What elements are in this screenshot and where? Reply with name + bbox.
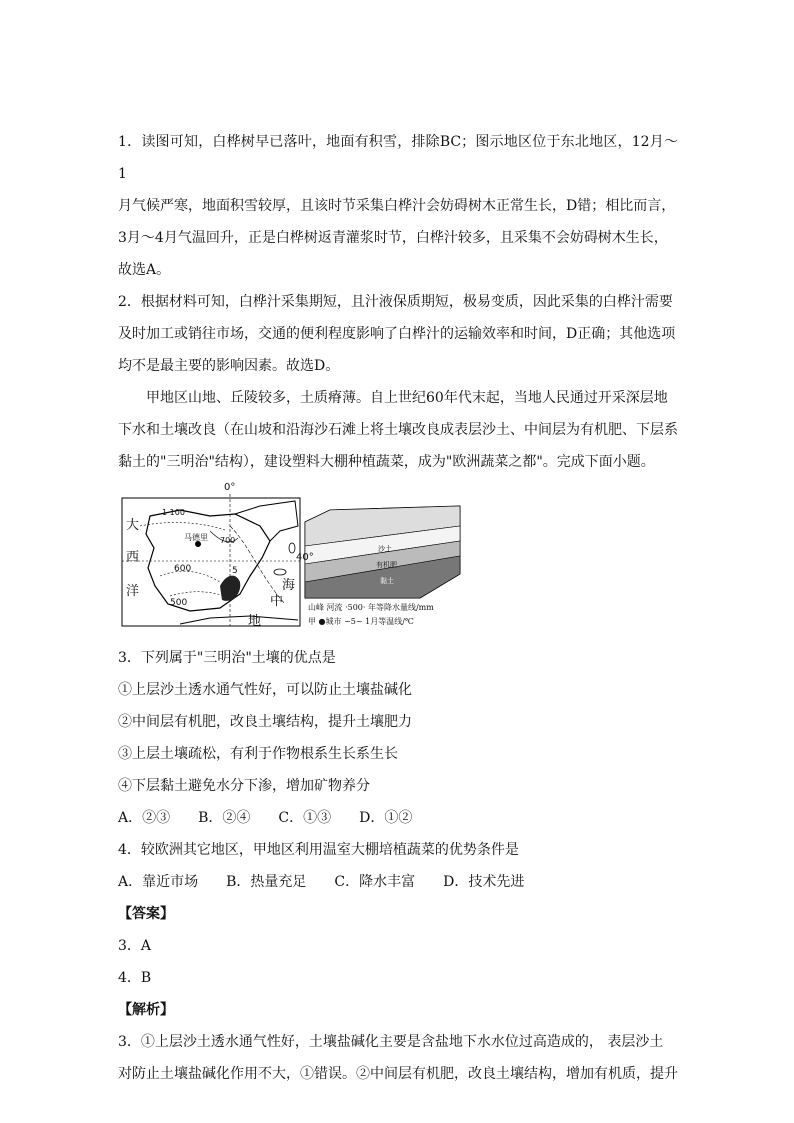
q3-choice-b: B．②④ <box>198 810 251 826</box>
iso-1100-label: 1 100 <box>162 508 185 517</box>
q4-choice-d: D．技术先进 <box>443 874 525 890</box>
q3-option-4: ④下层黏土避免水分下渗，增加矿物养分 <box>118 778 370 794</box>
q4-choices <box>118 866 678 898</box>
iso-500-label: 500 <box>170 598 188 608</box>
layer-fert-label: 有机肥 <box>376 561 397 569</box>
q2-line-2: 及时加工或销往市场，交通的便利程度影响了白桦汁的运输效率和时间，D正确；其他选项 <box>118 326 676 342</box>
q1-line-2: 月气候严寒，地面积雪较厚，且该时节采集白桦汁会妨碍树木正常生长，D错；相比而言， <box>118 198 676 214</box>
q1-line-1: 1．读图可知，白桦树早已落叶，地面有积雪，排除BC；图示地区位于东北地区，12月～1 <box>118 134 678 182</box>
q3-choice-d: D．①② <box>359 810 413 826</box>
material-line-2: 下水和土壤改良（在山坡和沿海沙石滩上将土壤改良成表层沙土、中间层为有机肥、下层系 <box>118 422 678 438</box>
q1-line-3: 3月～4月气温回升，正是白桦树返青灌浆时节，白桦汁较多，且采集不会妨碍树木生长， <box>118 230 668 246</box>
lon-label: 0° <box>224 482 236 493</box>
legend-row-1: 山峰 河流 ·500· 年等降水量线/mm <box>308 603 434 612</box>
sea-char-1: 地 <box>248 614 262 629</box>
q4-choice-a: A．靠近市场 <box>118 874 199 890</box>
iso-700-label: 700 <box>220 536 236 545</box>
ocean-char-2: 西 <box>126 550 140 565</box>
q3-choice-a: A．②③ <box>118 810 171 826</box>
answer-3: 3．A <box>118 938 152 954</box>
material-line-3: 黏土的"三明治"结构），建设塑料大棚种植蔬菜，成为"欧洲蔬菜之都"。完成下面小题。 <box>118 454 655 470</box>
answer-4: 4．B <box>118 970 152 986</box>
iso-600-label: 600 <box>174 564 192 574</box>
q3-option-1: ①上层沙土透水通气性好，可以防止土壤盐碱化 <box>118 682 412 698</box>
answer-tag: 【答案】 <box>118 906 174 922</box>
q3-stem: 3．下列属于"三明治"土壤的优点是 <box>118 650 336 666</box>
q4-stem: 4．较欧洲其它地区，甲地区利用温室大棚培植蔬菜的优势条件是 <box>118 842 519 858</box>
layer-clay-label: 黏土 <box>380 577 394 585</box>
city-label: 马德里 <box>184 533 208 542</box>
q3-option-2: ②中间层有机肥，改良土壤结构，提升土壤肥力 <box>118 714 412 730</box>
q2-line-3: 均不是最主要的影响因素。故选D。 <box>118 358 340 374</box>
q3-option-3: ③上层土壤疏松，有利于作物根系生长系生长 <box>118 746 398 762</box>
analysis-line-2: 对防止土壤盐碱化作用不大，①错误。②中间层有机肥，改良土壤结构，增加有机质，提升 <box>118 1066 678 1082</box>
q3-choices <box>118 802 678 834</box>
sea-char-2: 中 <box>270 594 284 609</box>
analysis-tag: 【解析】 <box>118 1002 174 1018</box>
sea-char-3: 海 <box>282 578 296 593</box>
lat-label: 40° <box>296 552 314 563</box>
legend-row-2: 甲 ●城市 ~5~ 1月等温线/℃ <box>308 617 414 626</box>
q4-choice-b: B．热量充足 <box>226 874 307 890</box>
ocean-char-3: 洋 <box>126 584 140 599</box>
q3-choice-c: C．①③ <box>278 810 332 826</box>
q4-choice-c: C．降水丰富 <box>334 874 416 890</box>
q1-line-4: 故选A。 <box>118 262 171 278</box>
map-and-soil-figure <box>120 482 470 636</box>
iso-5-label: 5 <box>232 566 238 576</box>
analysis-line-1: 3．①上层沙土透水通气性好，土壤盐碱化主要是含盐地下水水位过高造成的， 表层沙土 <box>118 1034 664 1050</box>
document-page <box>118 126 678 1090</box>
q2-line-1: 2．根据材料可知，白桦汁采集期短，且汁液保质期短，极易变质，因此采集的白桦汁需要 <box>118 294 673 310</box>
material-line-1: 甲地区山地、丘陵较多，土质瘠薄。自上世纪60年代末起，当地人民通过开采深层地 <box>146 390 668 406</box>
layer-sand-label: 沙土 <box>378 545 392 553</box>
ocean-char-1: 大 <box>126 518 140 533</box>
